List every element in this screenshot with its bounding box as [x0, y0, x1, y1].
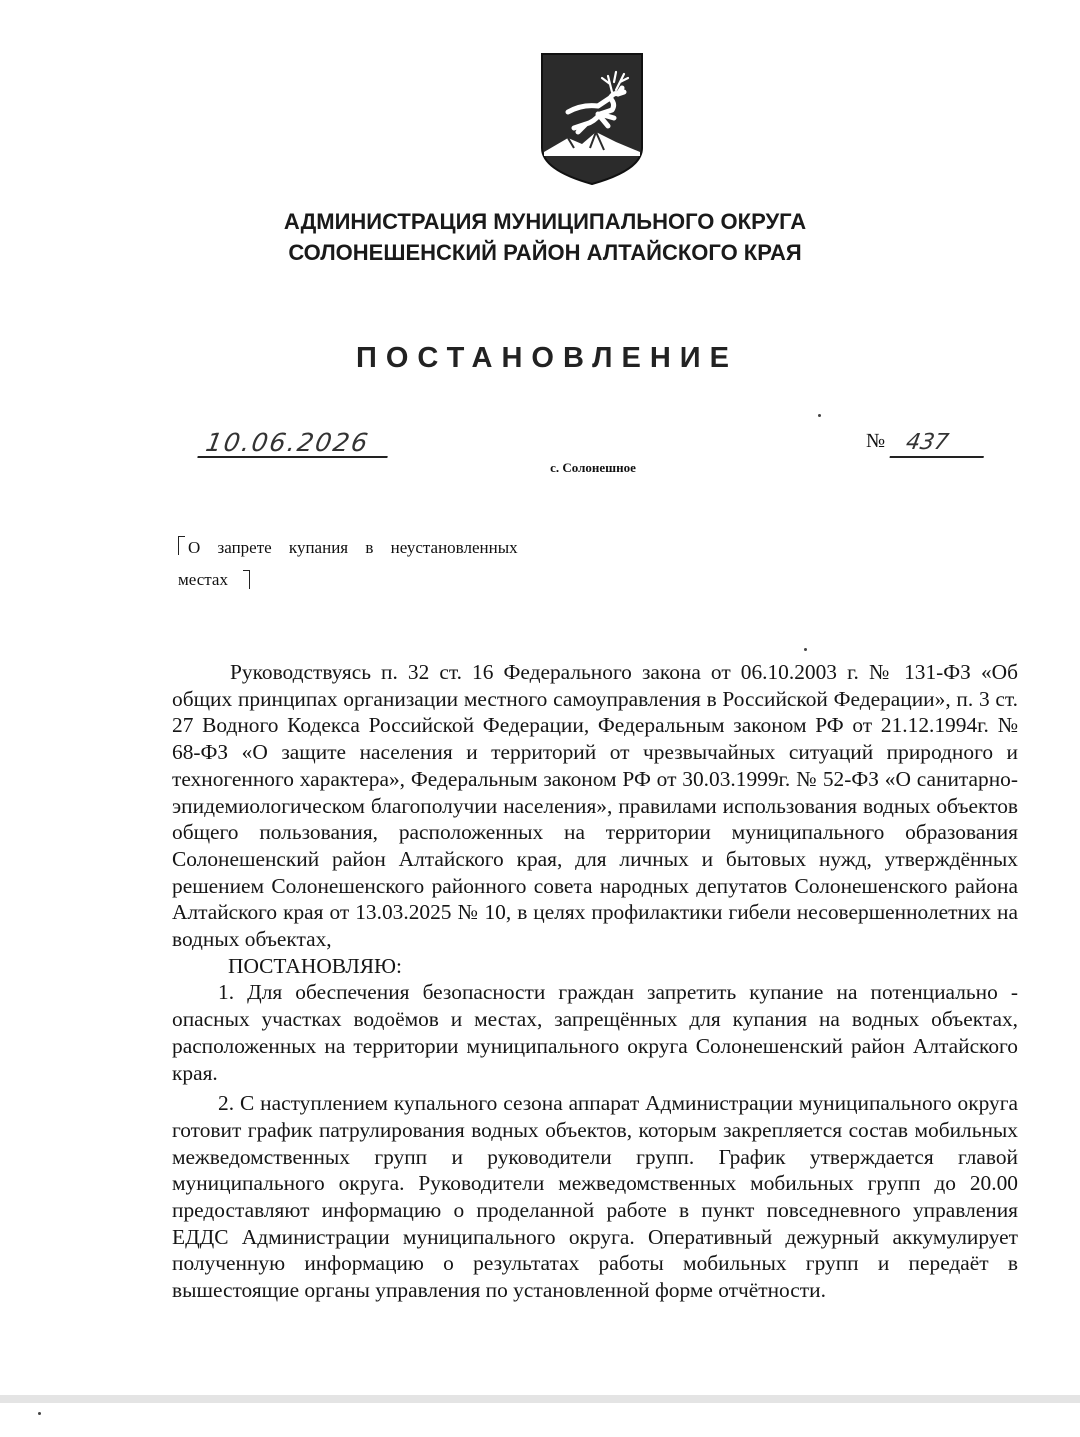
subject-bracket-close [243, 570, 250, 589]
place-of-issue: с. Солонешное [550, 460, 636, 475]
preamble-paragraph: Руководствуясь п. 32 ст. 16 Федерального закона от 06.10.2003 г. № 131-ФЗ «Об общих принципах организации местного самоуправления в Российской Федерации», п. 3 ст. 27 Водного Кодекса Российской Федерации, Федеральным законом РФ от 21.12.1994г. № 68-ФЗ «О защите населения и территорий от чрезвычайных ситуаций природного и техногенного характера», Федеральным законом РФ от 30.03.1999г. № 52-ФЗ «О санитарно-эпидемиологическом благополучии населения», правилами использования водных объектов общего пользования, расположенных на территории муниципального образования Солонешенский район Алтайского края, для личных и бытовых нужд, утверждённых решением Солонешенского районного совета народных депутатов Солонешенского района Алтайского края от 13.03.2025 № 10, в целях профилактики гибели несовершеннолетних на водных объектах, [172, 660, 1018, 952]
page-separator [0, 1395, 1080, 1403]
scan-speck [38, 1412, 41, 1415]
point-1-paragraph: 1. Для обеспечения безопасности граждан запретить купание на потенциально - опасных участках водоёмов и местах, запрещённых для купания на водных объектах, расположенных на территории муниципального округа Солонешенский район Алтайского края. [172, 980, 1018, 1085]
document-number: 437 [890, 430, 989, 458]
document-body [172, 659, 1018, 1304]
subject-line-2: местах [178, 570, 228, 589]
number-label: № [866, 430, 886, 452]
document-subject [178, 532, 518, 596]
org-line-1: АДМИНИСТРАЦИЯ МУНИЦИПАЛЬНОГО ОКРУГА [283, 209, 807, 234]
resolve-heading: ПОСТАНОВЛЯЮ: [228, 953, 402, 978]
coat-of-arms-icon [538, 52, 646, 186]
point-2-paragraph: 2. С наступлением купального сезона аппарат Администрации муниципального округа готовит график патрулирования водных объектов, которым закрепляется состав мобильных межведомственных групп и руководители групп. График утверждается главой муниципального округа. Руководители межведомственных мобильных групп до 20.00 предоставляют информацию о проделанной работе в пункт повседневного управления ЕДДС Администрации муниципального округа. Оперативный дежурный аккумулирует полученную информацию о результатах работы мобильных групп и передаёт в вышестоящие органы управления по установленной форме отчётности. [172, 1091, 1018, 1303]
organization-name [0, 206, 1080, 268]
subject-line-1: О запрете купания в неустановленных [188, 538, 518, 557]
scan-speck [818, 414, 821, 417]
document-type-title: ПОСТАНОВЛЕНИЕ [356, 342, 738, 374]
scan-speck [804, 648, 807, 651]
document-date: 10.06.2026 [197, 428, 392, 458]
org-line-2: СОЛОНЕШЕНСКИЙ РАЙОН АЛТАЙСКОГО КРАЯ [288, 240, 802, 265]
